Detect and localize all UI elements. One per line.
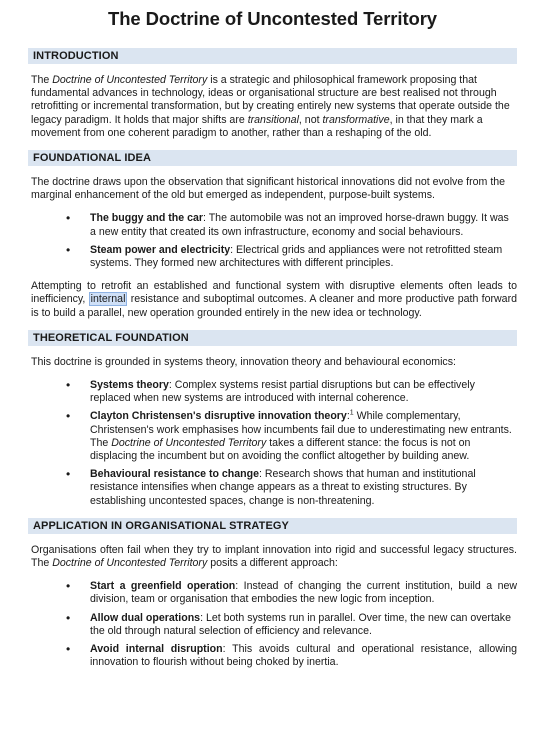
highlighted-word[interactable]: internal [90,293,126,306]
intro-paragraph: The Doctrine of Uncontested Territory is a strategic and philosophical framework proposing that fundamental advances in technology, ideas or organisational structure are best realised not through retrofitting or incremental transformation, but by creating entirely new systems that operate outside the legacy paradigm. It holds that major shifts are transitional, not transformative, in that they mark a movement from one coherent paradigm to another, rather than a reshaping of the old. [31,74,510,139]
foundational-paragraph-1: The doctrine draws upon the observation that significant historical innovations did not evolve from the marginal enhancement of the old but emerged as independent, purpose-built systems. [31,176,506,202]
foundational-paragraph-2: Attempting to retrofit an established and functional system with disruptive elements often leads to inefficiency, internal resistance and suboptimal outcomes. A cleaner and more productive path forward is to build a parallel, new operation grounded entirely in the new idea or technology. [31,280,517,319]
list-item: • Steam power and electricity: Electrical grids and appliances were not retrofitted steam systems. They formed new architectures with different principles. [90,244,517,270]
section-heading-application: APPLICATION IN ORGANISATIONAL STRATEGY [28,518,517,534]
list-item: • The buggy and the car: The automobile was not an improved horse-drawn buggy. It was a new entity that created its own infrastructure, economy and social behaviours. [90,212,517,238]
list-item: • Systems theory: Complex systems resist partial disruptions but can be effectively replaced when new systems are introduced with internal coherence. [90,379,517,405]
theoretical-bullet-list [28,379,517,508]
application-bullet-list [28,580,517,669]
list-item: • Start a greenfield operation: Instead of changing the current institution, build a new division, team or organisation that embodies the new logic from inception. [90,580,517,606]
list-item: • Avoid internal disruption: This avoids cultural and operational resistance, allowing innovation to flourish without being choked by inertia. [90,643,517,669]
list-item: • Allow dual operations: Let both systems run in parallel. Over time, the new can overtake the old through natural selection of efficiency and relevance. [90,612,517,638]
application-paragraph: Organisations often fail when they try to implant innovation into rigid and successful legacy structures. The Doctrine of Uncontested Territory posits a different approach: [31,543,517,570]
footnote-marker[interactable]: 1 [349,409,354,417]
section-heading-foundational-idea: FOUNDATIONAL IDEA [28,150,517,166]
theoretical-paragraph: This doctrine is grounded in systems theory, innovation theory and behavioural economics: [31,355,456,368]
section-heading-theoretical-foundation: THEORETICAL FOUNDATION [28,330,517,346]
section-heading-introduction: INTRODUCTION [28,48,517,64]
foundational-bullet-list [28,212,517,270]
list-item: • Behavioural resistance to change: Research shows that human and institutional resistance intensifies when change appears as a threat to existing structures. By establishing uncontested spaces, change is non-threatening. [90,468,517,508]
list-item: • Clayton Christensen's disruptive innovation theory:$^1$ While complementary, Christensen's work emphasises how incumbents fail due to underestimating new entrants. The Doctrine of Uncontested Territory takes a different stance: the focus is not on displacing the incumbent but on avoiding the conflict altogether by building anew. [90,410,517,463]
document-title: The Doctrine of Uncontested Territory [108,8,437,29]
